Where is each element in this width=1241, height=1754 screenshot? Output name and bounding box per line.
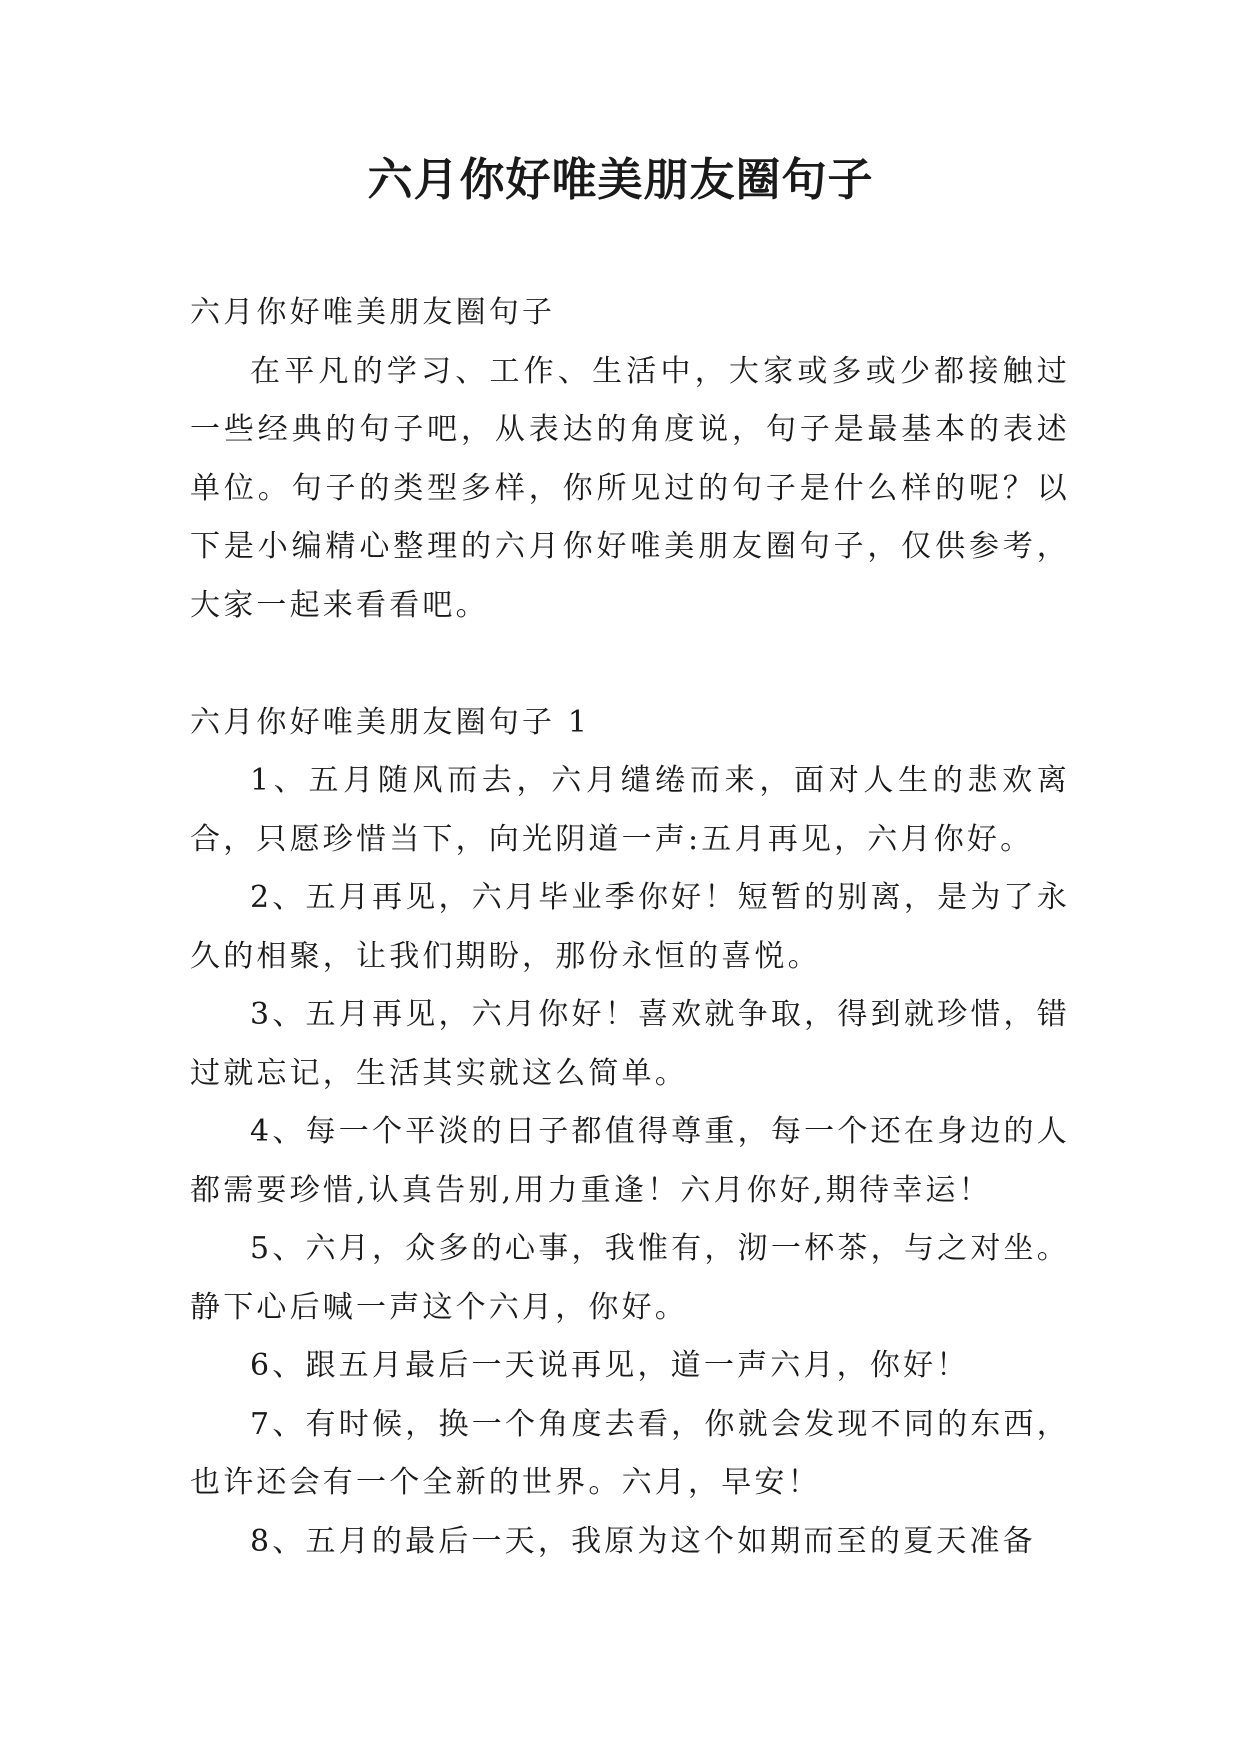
document-title: 六月你好唯美朋友圈句子 bbox=[367, 153, 874, 206]
list-item: 6、跟五月最后一天说再见，道一声六月，你好！ bbox=[250, 1348, 970, 1383]
document-subtitle: 六月你好唯美朋友圈句子 bbox=[190, 295, 556, 330]
list-item: 2、五月再见，六月毕业季你好！短暂的别离，是为了永久的相聚，让我们期盼，那份永恒的喜悦。 bbox=[190, 880, 1070, 974]
list-item: 1、五月随风而去，六月缱绻而来，面对人生的悲欢离合，只愿珍惜当下，向光阴道一声:五月再见，六月你好。 bbox=[190, 763, 1070, 857]
paragraph-spacer bbox=[190, 635, 1070, 694]
intro-paragraph: 在平凡的学习、工作、生活中，大家或多或少都接触过一些经典的句子吧，从表达的角度说，句子是最基本的表述单位。句子的类型多样，你所见过的句子是什么样的呢？以下是小编精心整理的六月你好唯美朋友圈句子，仅供参考，大家一起来看看吧。 bbox=[190, 353, 1070, 623]
document-body bbox=[190, 284, 1070, 1571]
section-heading: 六月你好唯美朋友圈句子 1 bbox=[190, 704, 591, 740]
list-item: 5、六月，众多的心事，我惟有，沏一杯茶，与之对坐。静下心后喊一声这个六月，你好。 bbox=[190, 1231, 1070, 1325]
list-item: 4、每一个平淡的日子都值得尊重，每一个还在身边的人都需要珍惜,认真告别,用力重逢！六月你好,期待幸运！ bbox=[190, 1114, 1070, 1208]
list-item: 7、有时候，换一个角度去看，你就会发现不同的东西，也许还会有一个全新的世界。六月，早安！ bbox=[190, 1406, 1070, 1500]
list-item: 8、五月的最后一天，我原为这个如期而至的夏天准备 bbox=[250, 1523, 1036, 1559]
list-item: 3、五月再见，六月你好！喜欢就争取，得到就珍惜，错过就忘记，生活其实就这么简单。 bbox=[190, 997, 1070, 1091]
